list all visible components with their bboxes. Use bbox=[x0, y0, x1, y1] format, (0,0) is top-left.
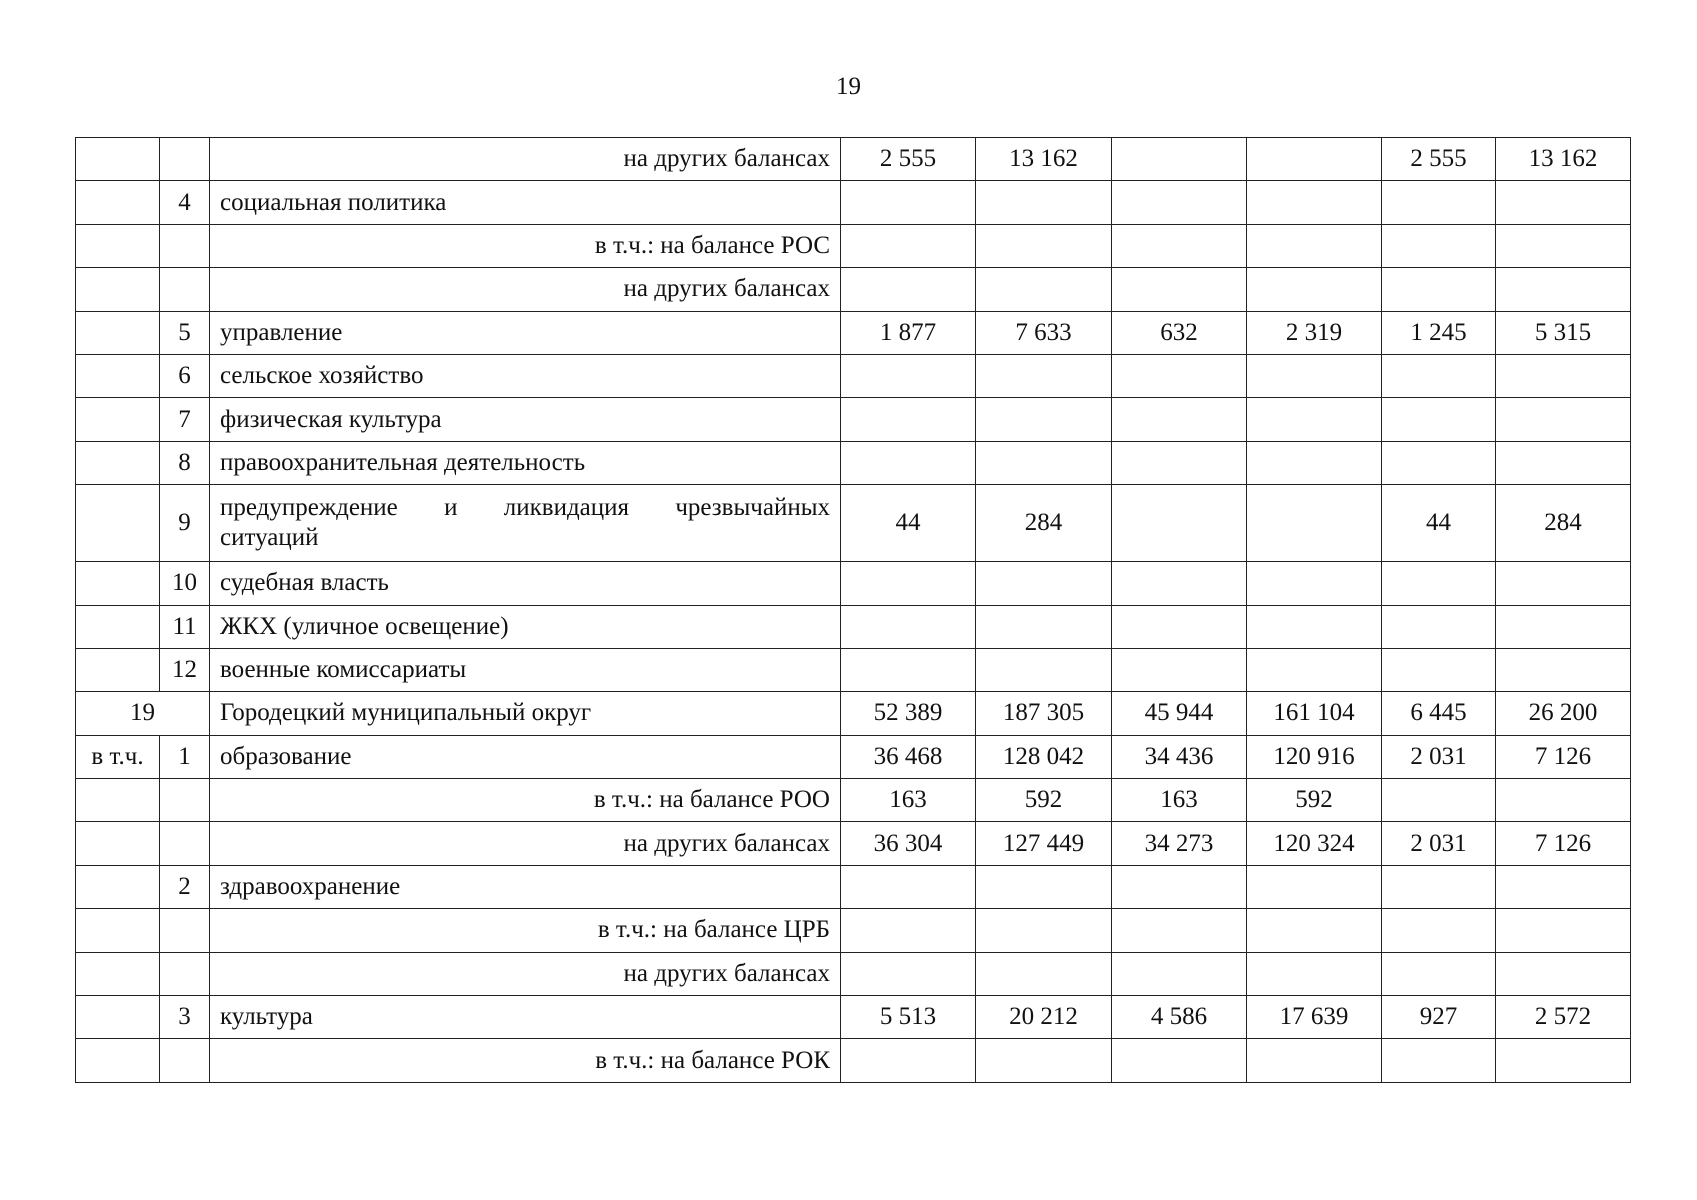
item-index-cell bbox=[160, 952, 210, 995]
table-row bbox=[76, 311, 1631, 354]
value-cell bbox=[1112, 268, 1247, 311]
value-cell bbox=[1496, 952, 1631, 995]
value-cell: 7 126 bbox=[1496, 735, 1631, 778]
row-label-cell: здравоохранение bbox=[210, 865, 841, 908]
item-index-cell bbox=[160, 909, 210, 952]
row-label-line1: предупреждение и ликвидация чрезвычайных bbox=[220, 494, 830, 522]
value-cell bbox=[841, 268, 976, 311]
row-number-cell bbox=[76, 181, 160, 224]
value-cell bbox=[1382, 909, 1496, 952]
value-cell bbox=[1112, 605, 1247, 648]
table-row bbox=[76, 181, 1631, 224]
value-cell bbox=[1247, 485, 1382, 562]
row-label-cell: управление bbox=[210, 311, 841, 354]
value-cell: 1 877 bbox=[841, 311, 976, 354]
value-cell bbox=[976, 224, 1112, 267]
item-index-cell bbox=[160, 822, 210, 865]
value-cell bbox=[976, 441, 1112, 484]
value-cell: 2 555 bbox=[841, 138, 976, 181]
data-table bbox=[75, 137, 1631, 1083]
table-row bbox=[76, 779, 1631, 822]
row-number-cell bbox=[76, 865, 160, 908]
item-index-cell: 7 bbox=[160, 398, 210, 441]
table-row bbox=[76, 865, 1631, 908]
value-cell bbox=[1247, 268, 1382, 311]
row-label-cell: в т.ч.: на балансе РОО bbox=[210, 779, 841, 822]
row-number-cell bbox=[76, 354, 160, 397]
item-index-cell: 9 bbox=[160, 485, 210, 562]
value-cell bbox=[1382, 1039, 1496, 1082]
value-cell bbox=[1496, 909, 1631, 952]
row-label-cell: ЖКХ (уличное освещение) bbox=[210, 605, 841, 648]
value-cell: 120 324 bbox=[1247, 822, 1382, 865]
row-label-cell: сельское хозяйство bbox=[210, 354, 841, 397]
value-cell bbox=[1496, 354, 1631, 397]
value-cell bbox=[976, 865, 1112, 908]
page-number: 19 bbox=[836, 73, 861, 100]
row-label-cell: военные комиссариаты bbox=[210, 648, 841, 691]
value-cell bbox=[1247, 952, 1382, 995]
row-label-cell: на других балансах bbox=[210, 952, 841, 995]
value-cell: 34 436 bbox=[1112, 735, 1247, 778]
value-cell bbox=[841, 909, 976, 952]
value-cell bbox=[841, 952, 976, 995]
value-cell bbox=[1112, 138, 1247, 181]
table-row bbox=[76, 735, 1631, 778]
row-label-cell: на других балансах bbox=[210, 268, 841, 311]
table-row bbox=[76, 354, 1631, 397]
table-body bbox=[76, 138, 1631, 1083]
row-number-cell bbox=[76, 311, 160, 354]
value-cell: 36 468 bbox=[841, 735, 976, 778]
table-row bbox=[76, 692, 1631, 735]
item-index-cell bbox=[160, 779, 210, 822]
value-cell: 128 042 bbox=[976, 735, 1112, 778]
value-cell: 45 944 bbox=[1112, 692, 1247, 735]
table-row bbox=[76, 138, 1631, 181]
value-cell bbox=[1382, 562, 1496, 605]
value-cell bbox=[1496, 1039, 1631, 1082]
value-cell bbox=[1112, 909, 1247, 952]
value-cell bbox=[1496, 865, 1631, 908]
value-cell bbox=[1382, 441, 1496, 484]
row-number-cell bbox=[76, 562, 160, 605]
row-label-cell: физическая культура bbox=[210, 398, 841, 441]
table-row bbox=[76, 996, 1631, 1039]
value-cell bbox=[1247, 138, 1382, 181]
value-cell bbox=[1247, 181, 1382, 224]
row-label-cell bbox=[210, 485, 841, 562]
value-cell bbox=[976, 605, 1112, 648]
item-index-cell bbox=[160, 224, 210, 267]
value-cell: 927 bbox=[1382, 996, 1496, 1039]
value-cell: 632 bbox=[1112, 311, 1247, 354]
value-cell bbox=[1247, 909, 1382, 952]
item-index-cell: 5 bbox=[160, 311, 210, 354]
value-cell bbox=[1112, 485, 1247, 562]
row-label-cell: на других балансах bbox=[210, 822, 841, 865]
row-number-cell bbox=[76, 485, 160, 562]
value-cell bbox=[1382, 268, 1496, 311]
value-cell bbox=[1382, 354, 1496, 397]
value-cell bbox=[841, 354, 976, 397]
value-cell bbox=[841, 562, 976, 605]
value-cell bbox=[976, 398, 1112, 441]
value-cell bbox=[1247, 441, 1382, 484]
table-row bbox=[76, 268, 1631, 311]
value-cell bbox=[1112, 398, 1247, 441]
value-cell bbox=[1112, 1039, 1247, 1082]
value-cell bbox=[1496, 605, 1631, 648]
row-number-cell bbox=[76, 909, 160, 952]
value-cell bbox=[1382, 648, 1496, 691]
value-cell bbox=[1247, 865, 1382, 908]
value-cell bbox=[1496, 398, 1631, 441]
row-label-cell: Городецкий муниципальный округ bbox=[210, 692, 841, 735]
row-number-cell bbox=[76, 605, 160, 648]
value-cell bbox=[1247, 354, 1382, 397]
value-cell bbox=[1382, 224, 1496, 267]
item-index-cell: 8 bbox=[160, 441, 210, 484]
row-number-cell bbox=[76, 441, 160, 484]
row-label-cell: социальная политика bbox=[210, 181, 841, 224]
row-label-cell: в т.ч.: на балансе РОС bbox=[210, 224, 841, 267]
value-cell: 161 104 bbox=[1247, 692, 1382, 735]
value-cell: 20 212 bbox=[976, 996, 1112, 1039]
value-cell bbox=[841, 181, 976, 224]
value-cell bbox=[1496, 441, 1631, 484]
table-row bbox=[76, 952, 1631, 995]
value-cell bbox=[1247, 648, 1382, 691]
value-cell: 52 389 bbox=[841, 692, 976, 735]
value-cell: 26 200 bbox=[1496, 692, 1631, 735]
value-cell bbox=[1247, 562, 1382, 605]
value-cell bbox=[841, 398, 976, 441]
item-index-cell bbox=[160, 268, 210, 311]
value-cell: 127 449 bbox=[976, 822, 1112, 865]
table-row bbox=[76, 562, 1631, 605]
value-cell: 4 586 bbox=[1112, 996, 1247, 1039]
value-cell bbox=[1112, 441, 1247, 484]
value-cell bbox=[1247, 224, 1382, 267]
row-label-cell: в т.ч.: на балансе РОК bbox=[210, 1039, 841, 1082]
row-label-cell: в т.ч.: на балансе ЦРБ bbox=[210, 909, 841, 952]
item-index-cell: 6 bbox=[160, 354, 210, 397]
value-cell: 163 bbox=[1112, 779, 1247, 822]
value-cell bbox=[1496, 648, 1631, 691]
value-cell bbox=[841, 441, 976, 484]
value-cell bbox=[1382, 952, 1496, 995]
value-cell bbox=[1112, 648, 1247, 691]
table-row bbox=[76, 441, 1631, 484]
value-cell: 592 bbox=[1247, 779, 1382, 822]
item-index-cell: 11 bbox=[160, 605, 210, 648]
value-cell bbox=[976, 354, 1112, 397]
table-row bbox=[76, 224, 1631, 267]
row-number-cell bbox=[76, 648, 160, 691]
value-cell bbox=[1247, 398, 1382, 441]
value-cell: 34 273 bbox=[1112, 822, 1247, 865]
value-cell bbox=[1112, 952, 1247, 995]
value-cell bbox=[1496, 562, 1631, 605]
value-cell bbox=[1496, 268, 1631, 311]
row-number-cell bbox=[76, 268, 160, 311]
row-label-cell: образование bbox=[210, 735, 841, 778]
row-number-cell bbox=[76, 398, 160, 441]
row-label-line2: ситуаций bbox=[220, 524, 319, 552]
value-cell: 1 245 bbox=[1382, 311, 1496, 354]
value-cell: 2 031 bbox=[1382, 822, 1496, 865]
value-cell bbox=[976, 1039, 1112, 1082]
row-number-cell bbox=[76, 138, 160, 181]
value-cell: 592 bbox=[976, 779, 1112, 822]
value-cell bbox=[976, 952, 1112, 995]
value-cell bbox=[1112, 224, 1247, 267]
value-cell bbox=[1112, 181, 1247, 224]
value-cell: 120 916 bbox=[1247, 735, 1382, 778]
value-cell: 5 513 bbox=[841, 996, 976, 1039]
value-cell bbox=[976, 909, 1112, 952]
value-cell bbox=[841, 605, 976, 648]
value-cell: 163 bbox=[841, 779, 976, 822]
table-row bbox=[76, 398, 1631, 441]
value-cell bbox=[1382, 181, 1496, 224]
value-cell: 2 031 bbox=[1382, 735, 1496, 778]
row-number-cell bbox=[76, 996, 160, 1039]
value-cell bbox=[1496, 181, 1631, 224]
row-label-cell: на других балансах bbox=[210, 138, 841, 181]
value-cell: 44 bbox=[841, 485, 976, 562]
item-index-cell bbox=[160, 138, 210, 181]
value-cell bbox=[1496, 224, 1631, 267]
item-index-cell: 10 bbox=[160, 562, 210, 605]
row-label-cell: культура bbox=[210, 996, 841, 1039]
value-cell bbox=[1382, 865, 1496, 908]
row-number-cell bbox=[76, 822, 160, 865]
value-cell bbox=[976, 181, 1112, 224]
value-cell: 7 126 bbox=[1496, 822, 1631, 865]
value-cell bbox=[841, 648, 976, 691]
row-number-cell bbox=[76, 779, 160, 822]
value-cell: 284 bbox=[1496, 485, 1631, 562]
value-cell bbox=[841, 224, 976, 267]
value-cell: 44 bbox=[1382, 485, 1496, 562]
value-cell bbox=[1247, 605, 1382, 648]
row-label-cell: судебная власть bbox=[210, 562, 841, 605]
row-number-cell bbox=[76, 952, 160, 995]
row-number-cell: в т.ч. bbox=[76, 735, 160, 778]
value-cell bbox=[841, 1039, 976, 1082]
table-row bbox=[76, 822, 1631, 865]
item-index-cell bbox=[160, 1039, 210, 1082]
value-cell: 2 319 bbox=[1247, 311, 1382, 354]
table-row bbox=[76, 909, 1631, 952]
item-index-cell: 1 bbox=[160, 735, 210, 778]
value-cell bbox=[1112, 562, 1247, 605]
table-row bbox=[76, 648, 1631, 691]
row-label-cell: правоохранительная деятельность bbox=[210, 441, 841, 484]
value-cell bbox=[1112, 354, 1247, 397]
value-cell bbox=[841, 865, 976, 908]
value-cell: 13 162 bbox=[1496, 138, 1631, 181]
value-cell bbox=[1382, 779, 1496, 822]
value-cell bbox=[1382, 605, 1496, 648]
value-cell bbox=[1247, 1039, 1382, 1082]
value-cell: 13 162 bbox=[976, 138, 1112, 181]
table-row bbox=[76, 605, 1631, 648]
value-cell: 2 572 bbox=[1496, 996, 1631, 1039]
value-cell: 36 304 bbox=[841, 822, 976, 865]
row-number-cell bbox=[76, 1039, 160, 1082]
value-cell: 284 bbox=[976, 485, 1112, 562]
value-cell: 7 633 bbox=[976, 311, 1112, 354]
group-number-cell: 19 bbox=[76, 692, 210, 735]
value-cell bbox=[976, 562, 1112, 605]
value-cell bbox=[1496, 779, 1631, 822]
table-row bbox=[76, 1039, 1631, 1082]
value-cell: 6 445 bbox=[1382, 692, 1496, 735]
value-cell bbox=[1112, 865, 1247, 908]
value-cell: 5 315 bbox=[1496, 311, 1631, 354]
value-cell: 2 555 bbox=[1382, 138, 1496, 181]
item-index-cell: 2 bbox=[160, 865, 210, 908]
item-index-cell: 4 bbox=[160, 181, 210, 224]
item-index-cell: 3 bbox=[160, 996, 210, 1039]
value-cell bbox=[976, 268, 1112, 311]
value-cell bbox=[1382, 398, 1496, 441]
row-number-cell bbox=[76, 224, 160, 267]
value-cell: 17 639 bbox=[1247, 996, 1382, 1039]
table-row bbox=[76, 485, 1631, 562]
value-cell bbox=[976, 648, 1112, 691]
item-index-cell: 12 bbox=[160, 648, 210, 691]
value-cell: 187 305 bbox=[976, 692, 1112, 735]
